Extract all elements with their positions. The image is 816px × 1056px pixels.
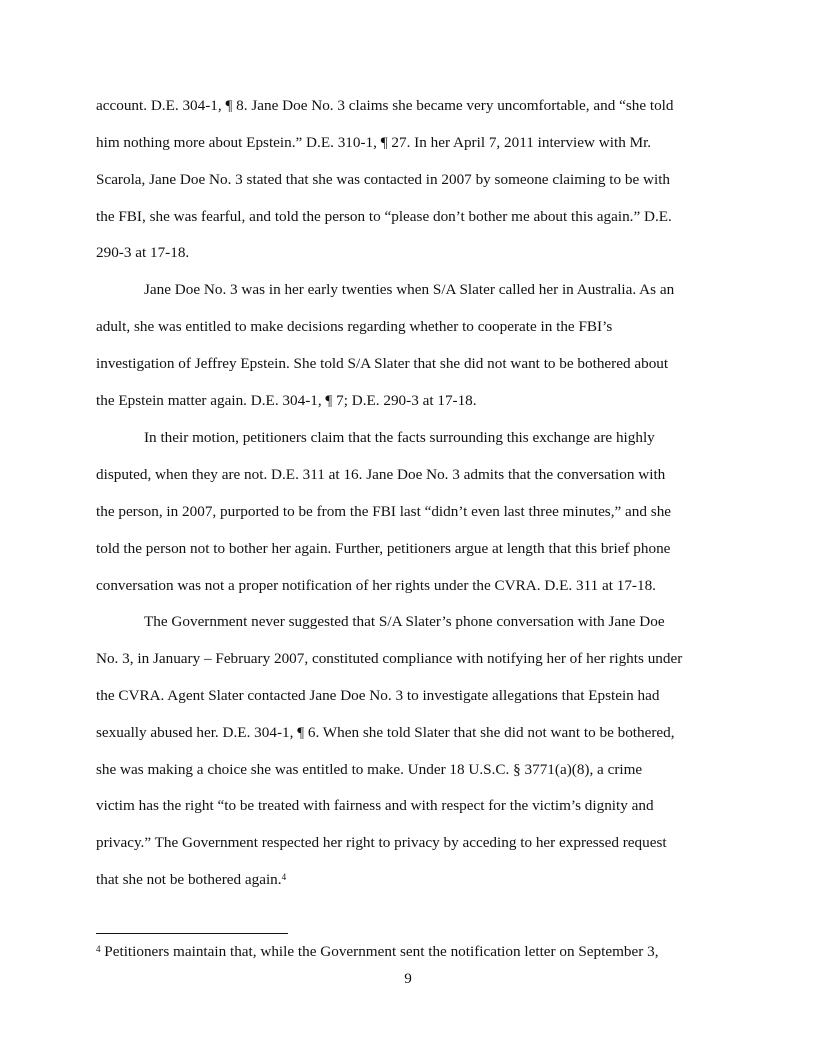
footnote-marker: 4 — [96, 944, 101, 954]
footnote-text: Petitioners maintain that, while the Government sent the notification letter on September 3, — [100, 943, 659, 960]
body-line: the person, in 2007, purported to be from the FBI last “didn’t even last three minutes,” and she — [96, 503, 672, 520]
paragraph-first-line: In their motion, petitioners claim that the facts surrounding this exchange are highly — [144, 429, 655, 446]
body-line: account. D.E. 304-1, ¶ 8. Jane Doe No. 3 claims she became very uncomfortable, and “she told — [96, 97, 674, 114]
body-line: disputed, when they are not. D.E. 311 at 16. Jane Doe No. 3 admits that the conversation with — [96, 466, 666, 483]
paragraph-first-line: Jane Doe No. 3 was in her early twenties when S/A Slater called her in Australia. As an — [144, 281, 675, 298]
body-line: adult, she was entitled to make decisions regarding whether to cooperate in the FBI’s — [96, 318, 613, 335]
page-number: 9 — [404, 970, 412, 987]
body-line: told the person not to bother her again. Further, petitioners argue at length that this brief phone — [96, 540, 671, 557]
body-line: the Epstein matter again. D.E. 304-1, ¶ 7; D.E. 290-3 at 17-18. — [96, 392, 477, 409]
body-line: him nothing more about Epstein.” D.E. 310-1, ¶ 27. In her April 7, 2011 interview with Mr. — [96, 134, 652, 151]
footnote-separator — [96, 933, 288, 934]
paragraph-first-line: The Government never suggested that S/A Slater’s phone conversation with Jane Doe — [144, 613, 665, 630]
body-line: sexually abused her. D.E. 304-1, ¶ 6. When she told Slater that she did not want to be bothered, — [96, 724, 675, 741]
body-line: the CVRA. Agent Slater contacted Jane Doe No. 3 to investigate allegations that Epstein had — [96, 687, 660, 704]
body-line: she was making a choice she was entitled to make. Under 18 U.S.C. § 3771(a)(8), a crime — [96, 761, 643, 778]
footnote-reference[interactable]: 4 — [281, 872, 287, 882]
body-line: conversation was not a proper notification of her rights under the CVRA. D.E. 311 at 17-18. — [96, 577, 656, 594]
body-line: 290-3 at 17-18. — [96, 244, 190, 261]
body-line: Scarola, Jane Doe No. 3 stated that she was contacted in 2007 by someone claiming to be with — [96, 171, 671, 188]
body-line: investigation of Jeffrey Epstein. She told S/A Slater that she did not want to be bothered about — [96, 355, 669, 372]
body-line: privacy.” The Government respected her right to privacy by acceding to her expressed request — [96, 834, 667, 851]
body-line: victim has the right “to be treated with fairness and with respect for the victim’s dignity and — [96, 797, 654, 814]
body-line: the FBI, she was fearful, and told the person to “please don’t bother me about this again.” D.E. — [96, 208, 672, 225]
body-line: No. 3, in January – February 2007, constituted compliance with notifying her of her rights under — [96, 650, 683, 667]
body-line-text: that she not be bothered again. — [96, 871, 282, 888]
body-line-with-footnote — [96, 871, 720, 889]
footnote — [96, 943, 720, 961]
